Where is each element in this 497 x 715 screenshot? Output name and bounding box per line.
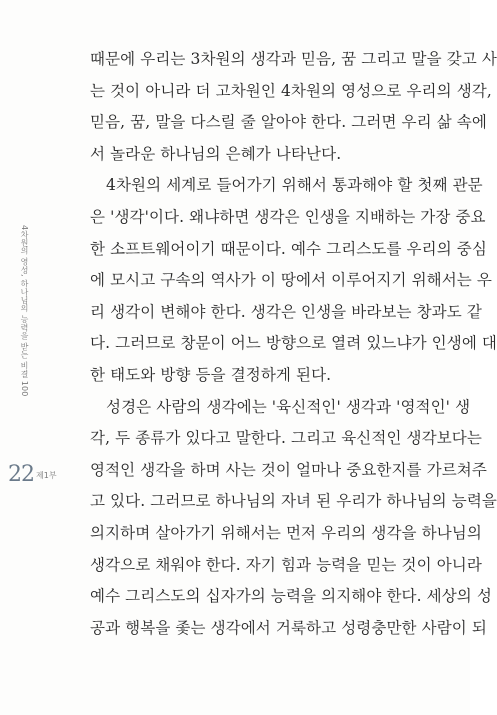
text-line: 서 놀라운 하나님의 은혜가 나타난다. — [90, 144, 342, 163]
part-label: 제1부 — [36, 471, 57, 480]
text-line: 리 생각이 변해야 한다. 생각은 인생을 바라보는 창과도 같 — [90, 302, 482, 321]
text-line: 는 것이 아니라 더 고차원인 4차원의 영성으로 우리의 생각, — [90, 81, 492, 100]
text-line: 다. 그러므로 창문이 어느 방향으로 열려 있느냐가 인생에 대 — [90, 334, 497, 353]
text-line: 믿음, 꿈, 말을 다스릴 줄 알아야 한다. 그러면 우리 삶 속에 — [90, 113, 487, 132]
body-text — [90, 44, 497, 644]
text-line: 예수 그리스도의 십자가의 능력을 의지해야 한다. 세상의 성 — [90, 587, 492, 606]
text-line: 한 태도와 방향 등을 결정하게 된다. — [90, 365, 332, 384]
text-line: 은 '생각'이다. 왜냐하면 생각은 인생을 지배하는 가장 중요 — [90, 207, 486, 226]
text-line: 생각으로 채워야 한다. 자기 힘과 능력을 믿는 것이 아니라 — [90, 555, 482, 574]
text-line: 에 모시고 구속의 역사가 이 땅에서 이루어지기 위해서는 우 — [90, 271, 492, 290]
text-line: 의지하며 살아가기 위해서는 먼저 우리의 생각을 하나님의 — [90, 523, 482, 542]
text-line: 공과 행복을 좇는 생각에서 거룩하고 성령충만한 사람이 되 — [90, 618, 487, 637]
text-line: 영적인 생각을 하며 사는 것이 얼마나 중요한지를 가르쳐주 — [90, 460, 487, 479]
text-line: 때문에 우리는 3차원의 생각과 믿음, 꿈 그리고 말을 갖고 사 — [90, 50, 497, 68]
running-header: 4차원의 영성, 하나님의 능력을 받는 비결 100 — [20, 225, 29, 397]
text-line: 고 있다. 그러므로 하나님의 자녀 된 우리가 하나님의 능력을 — [90, 492, 497, 511]
text-line: 4차원의 세계로 들어가기 위해서 통과해야 할 첫째 관문 — [106, 176, 483, 195]
page-number: 22 — [8, 462, 34, 487]
text-line: 각, 두 종류가 있다고 말한다. 그리고 육신적인 생각보다는 — [90, 429, 482, 448]
text-line: 한 소프트웨어이기 때문이다. 예수 그리스도를 우리의 중심 — [90, 239, 487, 258]
text-line: 성경은 사람의 생각에는 '육신적인' 생각과 '영적인' 생 — [106, 397, 471, 416]
